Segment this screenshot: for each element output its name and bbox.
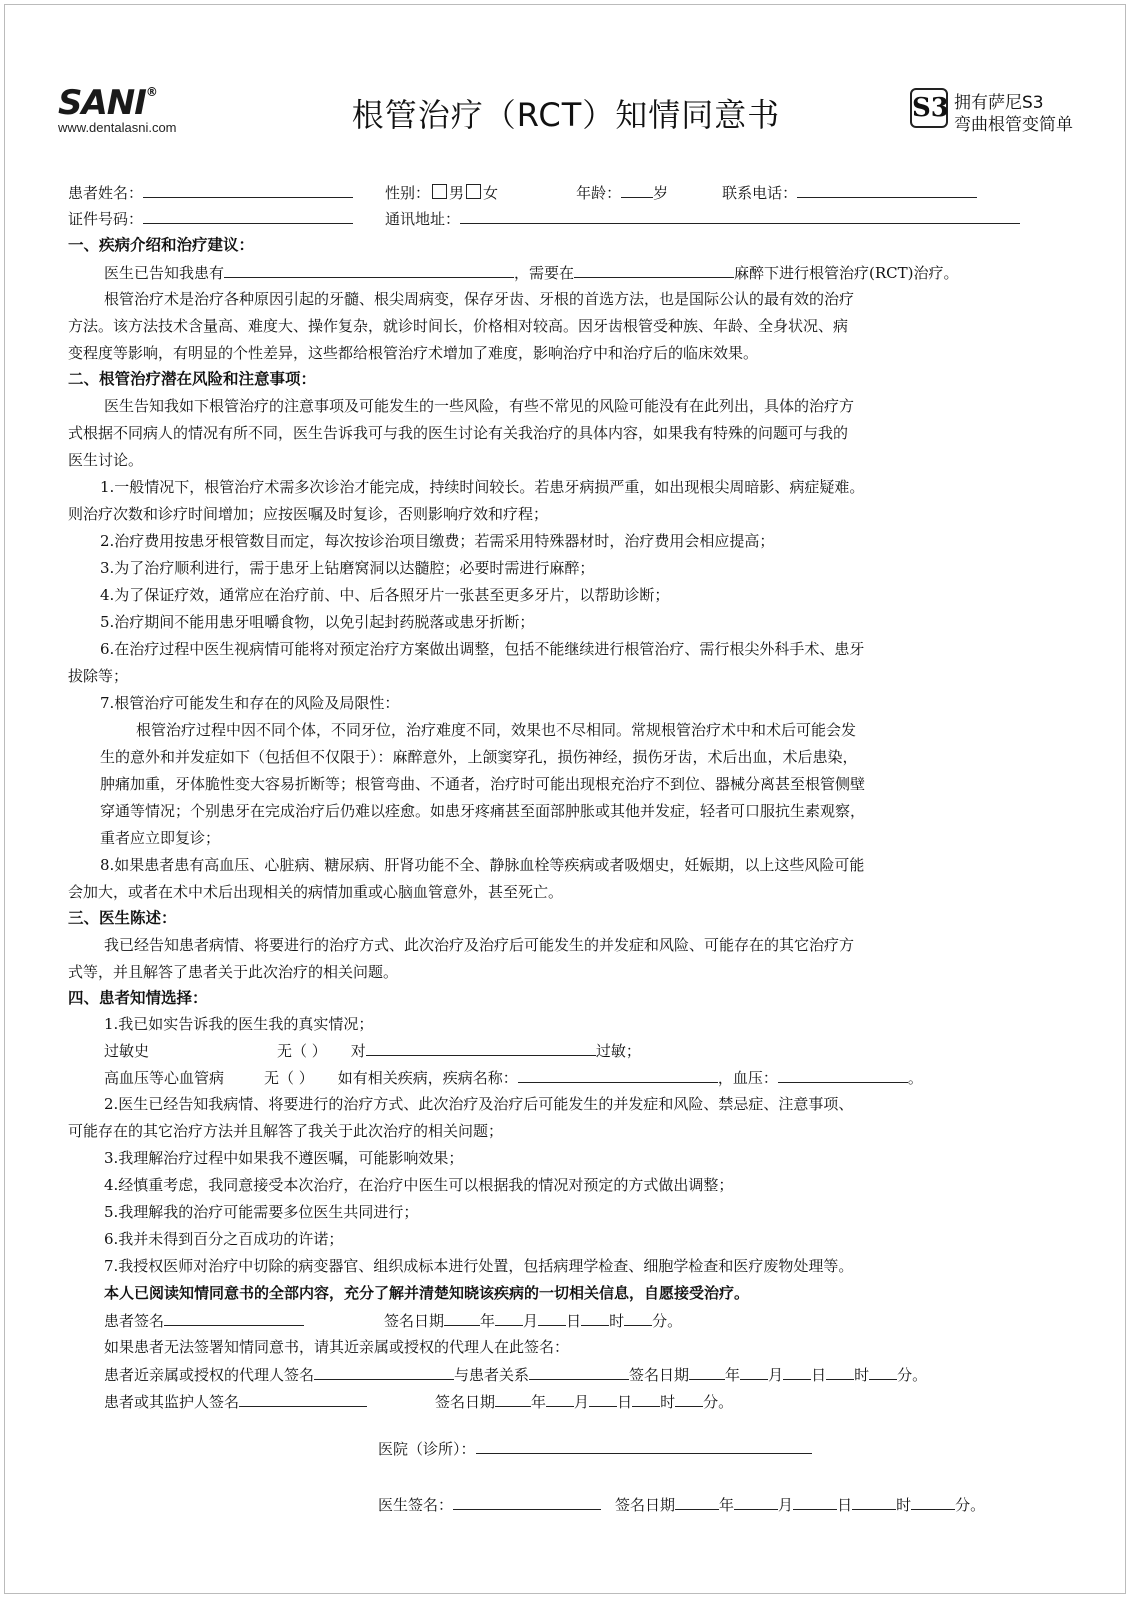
- section-2-heading: 二、根管治疗潜在风险和注意事项：: [68, 370, 317, 388]
- s4-choice-1: 1.我已如实告诉我的医生我的真实情况；: [104, 1015, 374, 1033]
- hospital-line: [378, 1438, 812, 1459]
- allergy-tail: 过敏；: [595, 1042, 641, 1060]
- patient-signature-line: [104, 1310, 682, 1331]
- diagnosis-line: [104, 262, 959, 283]
- s3-badge: [910, 88, 1090, 135]
- id-field[interactable]: [143, 208, 353, 224]
- phone-field[interactable]: [797, 182, 977, 198]
- period: 。: [907, 1069, 923, 1087]
- proxy-month-field[interactable]: [740, 1364, 768, 1380]
- allergy-none[interactable]: 无（ ）: [277, 1042, 327, 1060]
- section-4-heading: 四、患者知情选择：: [68, 989, 208, 1007]
- allergy-label: 过敏史: [104, 1042, 150, 1060]
- s2-item-8b: 会加大，或者在术中术后出现相关的病情加重或心脑血管意外，甚至死亡。: [68, 883, 564, 901]
- gender-label: 性别：: [385, 184, 431, 202]
- s2-intro-2: 式根据不同病人的情况有所不同，医生告诉我可与我的医生讨论有关我治疗的具体内容，如果我有特殊的问题可与我的: [68, 424, 849, 442]
- sign-date-label: 签名日期: [384, 1312, 445, 1330]
- doctor-minute-field[interactable]: [911, 1494, 955, 1510]
- proxy-sign-label: 患者近亲属或授权的代理人签名: [104, 1366, 315, 1384]
- s2-item-5: 5.治疗期间不能用患牙咀嚼食物，以免引起封药脱落或患牙折断；: [100, 613, 535, 631]
- section-3-heading: 三、医生陈述：: [68, 909, 177, 927]
- diagnosis-label: 医生已告知我患有: [104, 264, 225, 282]
- s2-item-4: 4.为了保证疗效，通常应在治疗前、中、后各照牙片一张甚至更多牙片，以帮助诊断；: [100, 586, 670, 604]
- female-label: 女: [483, 184, 499, 202]
- consent-statement: 本人已阅读知情同意书的全部内容，充分了解并清楚知晓该疾病的一切相关信息，自愿接受治疗。: [104, 1284, 750, 1302]
- s2-item-6b: 拔除等；: [68, 667, 129, 685]
- s2-item-7-text-e: 重者应立即复诊；: [100, 829, 221, 847]
- age-label: 年龄：: [576, 184, 622, 202]
- address-label: 通讯地址：: [385, 210, 461, 228]
- proxy-sign-date-label: 签名日期: [629, 1366, 690, 1384]
- s2-item-7: 7.根管治疗可能发生和存在的风险及局限性：: [100, 694, 400, 712]
- doctor-day-field[interactable]: [793, 1494, 837, 1510]
- doctor-minute-label: 分。: [955, 1496, 986, 1514]
- guardian-year-field[interactable]: [495, 1391, 531, 1407]
- name-label: 患者姓名：: [68, 184, 144, 202]
- doctor-year-field[interactable]: [675, 1494, 719, 1510]
- male-label: 男: [449, 184, 465, 202]
- hour-field[interactable]: [581, 1310, 609, 1326]
- patient-info-row-2: [68, 208, 1020, 229]
- s4-choice-4: 4.经慎重考虑，我同意接受本次治疗，在治疗中医生可以根据我的情况对预定的方式做出调整；: [104, 1176, 734, 1194]
- s2-item-7-text-c: 肿痛加重，牙体脆性变大容易折断等；根管弯曲、不通者，治疗时可能出现根充治疗不到位、器械分离甚至根管侧壁: [100, 775, 866, 793]
- phone-label: 联系电话：: [722, 184, 798, 202]
- diagnosis-field[interactable]: [224, 262, 514, 278]
- s3-logo-icon: S3: [910, 88, 948, 128]
- guardian-month-label: 月: [574, 1393, 590, 1411]
- cardio-label: 高血压等心血管病: [104, 1069, 225, 1087]
- guardian-hour-label: 时: [660, 1393, 676, 1411]
- s2-item-1b: 则治疗次数和诊疗时间增加；应按医嘱及时复诊，否则影响疗效和疗程；: [68, 505, 549, 523]
- year-field[interactable]: [444, 1310, 480, 1326]
- hour-label: 时: [609, 1312, 625, 1330]
- doctor-day-label: 日: [837, 1496, 853, 1514]
- proxy-day-field[interactable]: [783, 1364, 811, 1380]
- doctor-hour-field[interactable]: [852, 1494, 896, 1510]
- bp-field[interactable]: [778, 1067, 908, 1083]
- proxy-signature-line: [104, 1364, 927, 1385]
- section-1-heading: 一、疾病介绍和治疗建议：: [68, 236, 255, 254]
- s4-choice-7: 7.我授权医师对治疗中切除的病变器官、组织成标本进行处置，包括病理学检查、细胞学检查和医疗废物处理等。: [104, 1257, 854, 1275]
- guardian-day-label: 日: [617, 1393, 633, 1411]
- guardian-minute-label: 分。: [703, 1393, 734, 1411]
- proxy-hour-label: 时: [854, 1366, 870, 1384]
- s3-para-2: 式等，并且解答了患者关于此次治疗的相关问题。: [68, 963, 399, 981]
- s2-intro-1: 医生告知我如下根管治疗的注意事项及可能发生的一些风险，有些不常见的风险可能没有在此列出，具体的治疗方: [104, 397, 855, 415]
- s1-para-3: 变程度等影响，有明显的个性差异，这些都给根管治疗术增加了难度，影响治疗中和治疗后的临床效果。: [68, 344, 759, 362]
- anesthesia-field[interactable]: [574, 262, 734, 278]
- day-field[interactable]: [538, 1310, 566, 1326]
- guardian-hour-field[interactable]: [632, 1391, 660, 1407]
- allergy-to-label: 对: [350, 1042, 366, 1060]
- proxy-note: 如果患者无法签署知情同意书，请其近亲属或授权的代理人在此签名：: [104, 1338, 570, 1356]
- name-field[interactable]: [143, 182, 353, 198]
- s2-item-3: 3.为了治疗顺利进行，需于患牙上钻磨窝洞以达髓腔；必要时需进行麻醉；: [100, 559, 595, 577]
- s2-item-7-text-a: 根管治疗过程中因不同个体，不同牙位，治疗难度不同，效果也不尽相同。常规根管治疗术中和术后可能会发: [136, 721, 857, 739]
- bp-label: ，血压：: [717, 1069, 778, 1087]
- s2-item-8a: 8.如果患者患有高血压、心脏病、糖尿病、肝肾功能不全、静脉血栓等疾病或者吸烟史，妊娠期，以上这些风险可能: [100, 856, 865, 874]
- guardian-sign-label: 患者或其监护人签名: [104, 1393, 240, 1411]
- cardio-line: [104, 1067, 923, 1088]
- s4-choice-3: 3.我理解治疗过程中如果我不遵医嘱，可能影响效果；: [104, 1149, 464, 1167]
- cardio-none[interactable]: 无（ ）: [264, 1069, 314, 1087]
- age-unit: 岁: [653, 184, 669, 202]
- s2-item-2: 2.治疗费用按患牙根管数目而定，每次按诊治项目缴费；若需采用特殊器材时，治疗费用会相应提高；: [100, 532, 775, 550]
- badge-line-1: 拥有萨尼S3: [954, 93, 1044, 113]
- relation-field[interactable]: [529, 1364, 629, 1380]
- s2-intro-3: 医生讨论。: [68, 451, 144, 469]
- patient-sign-field[interactable]: [164, 1310, 304, 1326]
- s4-choice-6: 6.我并未得到百分之百成功的许诺；: [104, 1230, 344, 1248]
- anesthesia-label: ，需要在: [514, 264, 575, 282]
- guardian-sign-date-label: 签名日期: [435, 1393, 496, 1411]
- patient-info-row-1: [68, 182, 977, 203]
- s4-choice-2b: 可能存在的其它治疗方法并且解答了我关于此次治疗的相关问题；: [68, 1122, 504, 1140]
- doctor-month-label: 月: [778, 1496, 794, 1514]
- minute-field[interactable]: [624, 1310, 652, 1326]
- proxy-minute-label: 分。: [897, 1366, 928, 1384]
- guardian-month-field[interactable]: [546, 1391, 574, 1407]
- s3-para-1: 我已经告知患者病情、将要进行的治疗方式、此次治疗及治疗后可能发生的并发症和风险、可能存在的其它治疗方: [104, 936, 855, 954]
- age-field[interactable]: [621, 182, 653, 198]
- proxy-hour-field[interactable]: [826, 1364, 854, 1380]
- proxy-sign-field[interactable]: [314, 1364, 454, 1380]
- s2-item-7-text-d: 穿通等情况；个别患牙在完成治疗后仍难以痊愈。如患牙疼痛甚至面部肿胀或其他并发症，轻者可口服抗生素观察，: [100, 802, 866, 820]
- proxy-minute-field[interactable]: [869, 1364, 897, 1380]
- address-field[interactable]: [460, 208, 1020, 224]
- s2-item-7-text-b: 生的意外和并发症如下（包括但不仅限于）：麻醉意外，上颌窦穿孔，损伤神经，损伤牙齿，术后出血，术后患染，: [100, 748, 858, 766]
- day-label: 日: [566, 1312, 582, 1330]
- male-checkbox[interactable]: [432, 184, 447, 199]
- doctor-hour-label: 时: [896, 1496, 912, 1514]
- s4-choice-5: 5.我理解我的治疗可能需要多位医生共同进行；: [104, 1203, 419, 1221]
- s1-para-2: 方法。该方法技术含量高、难度大、操作复杂，就诊时间长，价格相对较高。因牙齿根管受种族、年龄、全身状况、病: [68, 317, 849, 335]
- guardian-signature-line: [104, 1391, 733, 1412]
- doctor-sign-label: 医生签名：: [378, 1496, 454, 1514]
- disease-field[interactable]: [518, 1067, 718, 1083]
- doctor-sign-field[interactable]: [453, 1494, 601, 1510]
- proxy-month-label: 月: [768, 1366, 784, 1384]
- hospital-label: 医院（诊所）：: [378, 1440, 476, 1458]
- proxy-year-field[interactable]: [689, 1364, 725, 1380]
- minute-label: 分。: [652, 1312, 683, 1330]
- logo-url: www.dentalasni.com: [58, 120, 177, 135]
- year-label: 年: [480, 1312, 496, 1330]
- month-label: 月: [523, 1312, 539, 1330]
- s1-para-1: 根管治疗术是治疗各种原因引起的牙髓、根尖周病变，保存牙齿、牙根的首选方法，也是国际公认的最有效的治疗: [104, 290, 855, 308]
- s4-choice-2a: 2.医生已经告知我病情、将要进行的治疗方式、此次治疗及治疗后可能发生的并发症和风险、禁忌症、注意事项、: [104, 1095, 854, 1113]
- rct-label: 麻醉下进行根管治疗(RCT)治疗。: [734, 264, 959, 282]
- guardian-year-label: 年: [531, 1393, 547, 1411]
- month-field[interactable]: [495, 1310, 523, 1326]
- doctor-year-label: 年: [719, 1496, 735, 1514]
- doctor-signature-line: [378, 1494, 985, 1515]
- id-label: 证件号码：: [68, 210, 144, 228]
- patient-sign-label: 患者签名: [104, 1312, 165, 1330]
- guardian-day-field[interactable]: [589, 1391, 617, 1407]
- allergy-line: [104, 1040, 641, 1061]
- doctor-month-field[interactable]: [734, 1494, 778, 1510]
- proxy-year-label: 年: [725, 1366, 741, 1384]
- s2-item-1a: 1.一般情况下，根管治疗术需多次诊治才能完成，持续时间较长。若患牙病损严重，如出现根尖周暗影、病症疑难。: [100, 478, 865, 496]
- logo-reg-mark: ®: [145, 85, 157, 99]
- allergy-field[interactable]: [366, 1040, 596, 1056]
- badge-line-2: 弯曲根管变简单: [954, 115, 1073, 135]
- female-checkbox[interactable]: [466, 184, 481, 199]
- s2-item-6a: 6.在治疗过程中医生视病情可能将对预定治疗方案做出调整，包括不能继续进行根管治疗、需行根尖外科手术、患牙: [100, 640, 865, 658]
- relation-label: 与患者关系: [454, 1366, 530, 1384]
- guardian-sign-field[interactable]: [239, 1391, 367, 1407]
- doctor-sign-date-label: 签名日期: [615, 1496, 676, 1514]
- document-title: 根管治疗（RCT）知情同意书: [351, 96, 781, 134]
- proxy-day-label: 日: [811, 1366, 827, 1384]
- guardian-minute-field[interactable]: [675, 1391, 703, 1407]
- hospital-field[interactable]: [476, 1438, 812, 1454]
- logo-text: SANI: [58, 83, 146, 123]
- disease-label: 如有相关疾病，疾病名称：: [337, 1069, 518, 1087]
